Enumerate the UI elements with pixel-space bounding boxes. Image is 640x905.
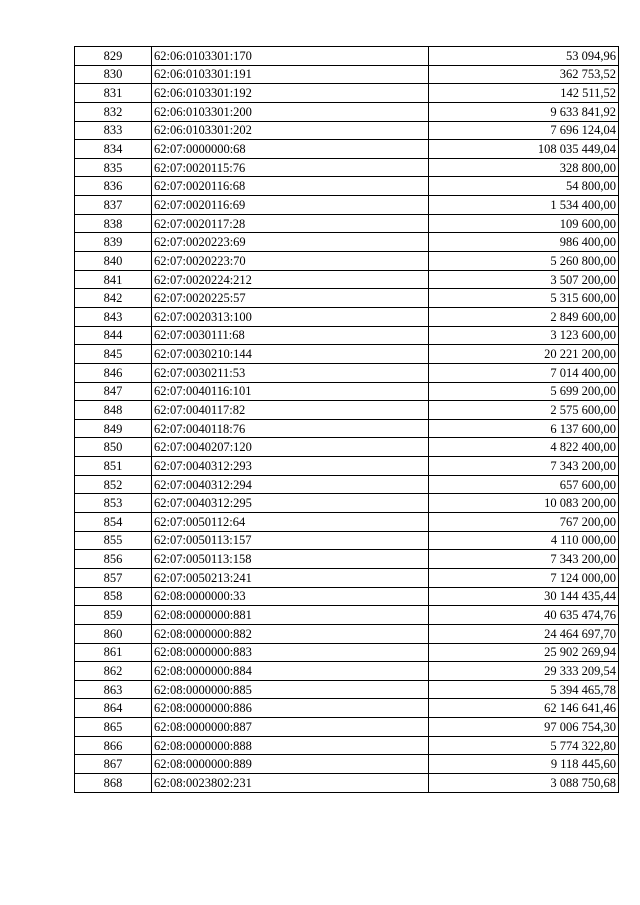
value-cell: 5 699 200,00 bbox=[429, 382, 619, 401]
table-row bbox=[75, 307, 619, 326]
value-cell: 2 849 600,00 bbox=[429, 307, 619, 326]
value-cell: 7 343 200,00 bbox=[429, 550, 619, 569]
table-row bbox=[75, 326, 619, 345]
value-cell: 20 221 200,00 bbox=[429, 345, 619, 364]
row-number-cell: 855 bbox=[75, 531, 152, 550]
table-row bbox=[75, 680, 619, 699]
row-number-cell: 867 bbox=[75, 755, 152, 774]
value-cell: 4 822 400,00 bbox=[429, 438, 619, 457]
table-row bbox=[75, 252, 619, 271]
row-number-cell: 863 bbox=[75, 680, 152, 699]
table-row bbox=[75, 345, 619, 364]
table-row bbox=[75, 177, 619, 196]
row-number-cell: 861 bbox=[75, 643, 152, 662]
cadastral-number-cell: 62:07:0040207:120 bbox=[152, 438, 429, 457]
value-cell: 142 511,52 bbox=[429, 84, 619, 103]
value-cell: 5 774 322,80 bbox=[429, 736, 619, 755]
table-row bbox=[75, 196, 619, 215]
cadastral-number-cell: 62:08:0000000:883 bbox=[152, 643, 429, 662]
table-row bbox=[75, 84, 619, 103]
value-cell: 62 146 641,46 bbox=[429, 699, 619, 718]
table-row bbox=[75, 289, 619, 308]
table-row bbox=[75, 662, 619, 681]
row-number-cell: 842 bbox=[75, 289, 152, 308]
cadastral-number-cell: 62:06:0103301:192 bbox=[152, 84, 429, 103]
table-row bbox=[75, 513, 619, 532]
row-number-cell: 862 bbox=[75, 662, 152, 681]
value-cell: 5 394 465,78 bbox=[429, 680, 619, 699]
row-number-cell: 865 bbox=[75, 718, 152, 737]
table-row bbox=[75, 401, 619, 420]
value-cell: 109 600,00 bbox=[429, 214, 619, 233]
row-number-cell: 841 bbox=[75, 270, 152, 289]
cadastral-number-cell: 62:06:0103301:200 bbox=[152, 102, 429, 121]
cadastral-number-cell: 62:07:0050112:64 bbox=[152, 513, 429, 532]
row-number-cell: 859 bbox=[75, 606, 152, 625]
cadastral-number-cell: 62:07:0050113:157 bbox=[152, 531, 429, 550]
value-cell: 5 260 800,00 bbox=[429, 252, 619, 271]
value-cell: 2 575 600,00 bbox=[429, 401, 619, 420]
table-row bbox=[75, 270, 619, 289]
value-cell: 97 006 754,30 bbox=[429, 718, 619, 737]
value-cell: 7 343 200,00 bbox=[429, 457, 619, 476]
row-number-cell: 853 bbox=[75, 494, 152, 513]
cadastral-number-cell: 62:07:0040117:82 bbox=[152, 401, 429, 420]
value-cell: 7 696 124,04 bbox=[429, 121, 619, 140]
table-row bbox=[75, 531, 619, 550]
value-cell: 3 123 600,00 bbox=[429, 326, 619, 345]
row-number-cell: 847 bbox=[75, 382, 152, 401]
cadastral-number-cell: 62:07:0020225:57 bbox=[152, 289, 429, 308]
cadastral-number-cell: 62:07:0040118:76 bbox=[152, 419, 429, 438]
row-number-cell: 848 bbox=[75, 401, 152, 420]
cadastral-number-cell: 62:08:0000000:888 bbox=[152, 736, 429, 755]
table-row bbox=[75, 773, 619, 792]
row-number-cell: 851 bbox=[75, 457, 152, 476]
value-cell: 5 315 600,00 bbox=[429, 289, 619, 308]
table-row bbox=[75, 587, 619, 606]
cadastral-number-cell: 62:08:0000000:882 bbox=[152, 624, 429, 643]
row-number-cell: 868 bbox=[75, 773, 152, 792]
value-cell: 657 600,00 bbox=[429, 475, 619, 494]
row-number-cell: 843 bbox=[75, 307, 152, 326]
cadastral-number-cell: 62:07:0020223:70 bbox=[152, 252, 429, 271]
row-number-cell: 832 bbox=[75, 102, 152, 121]
table-row bbox=[75, 438, 619, 457]
table-row bbox=[75, 121, 619, 140]
row-number-cell: 837 bbox=[75, 196, 152, 215]
value-cell: 986 400,00 bbox=[429, 233, 619, 252]
cadastral-number-cell: 62:07:0020117:28 bbox=[152, 214, 429, 233]
cadastral-number-cell: 62:07:0050213:241 bbox=[152, 568, 429, 587]
row-number-cell: 833 bbox=[75, 121, 152, 140]
table-row bbox=[75, 382, 619, 401]
value-cell: 7 014 400,00 bbox=[429, 363, 619, 382]
cadastral-number-cell: 62:08:0000000:884 bbox=[152, 662, 429, 681]
table-row bbox=[75, 736, 619, 755]
value-cell: 108 035 449,04 bbox=[429, 140, 619, 159]
table-row bbox=[75, 233, 619, 252]
cadastral-number-cell: 62:07:0020116:69 bbox=[152, 196, 429, 215]
value-cell: 4 110 000,00 bbox=[429, 531, 619, 550]
row-number-cell: 864 bbox=[75, 699, 152, 718]
table-row bbox=[75, 494, 619, 513]
row-number-cell: 858 bbox=[75, 587, 152, 606]
row-number-cell: 829 bbox=[75, 47, 152, 66]
table-row bbox=[75, 140, 619, 159]
value-cell: 3 507 200,00 bbox=[429, 270, 619, 289]
value-cell: 3 088 750,68 bbox=[429, 773, 619, 792]
cadastral-number-cell: 62:07:0050113:158 bbox=[152, 550, 429, 569]
table-row bbox=[75, 624, 619, 643]
row-number-cell: 854 bbox=[75, 513, 152, 532]
row-number-cell: 856 bbox=[75, 550, 152, 569]
row-number-cell: 852 bbox=[75, 475, 152, 494]
value-cell: 9 633 841,92 bbox=[429, 102, 619, 121]
value-cell: 25 902 269,94 bbox=[429, 643, 619, 662]
value-cell: 362 753,52 bbox=[429, 65, 619, 84]
row-number-cell: 850 bbox=[75, 438, 152, 457]
value-cell: 30 144 435,44 bbox=[429, 587, 619, 606]
table-row bbox=[75, 699, 619, 718]
table-row bbox=[75, 363, 619, 382]
cadastral-number-cell: 62:08:0000000:885 bbox=[152, 680, 429, 699]
cadastral-number-cell: 62:08:0000000:33 bbox=[152, 587, 429, 606]
cadastral-number-cell: 62:07:0020313:100 bbox=[152, 307, 429, 326]
cadastral-number-cell: 62:07:0040116:101 bbox=[152, 382, 429, 401]
table-row bbox=[75, 65, 619, 84]
cadastral-number-cell: 62:06:0103301:202 bbox=[152, 121, 429, 140]
cadastral-number-cell: 62:07:0040312:294 bbox=[152, 475, 429, 494]
table-body bbox=[75, 47, 619, 793]
table-row bbox=[75, 102, 619, 121]
row-number-cell: 857 bbox=[75, 568, 152, 587]
cadastral-number-cell: 62:07:0020223:69 bbox=[152, 233, 429, 252]
cadastral-number-cell: 62:07:0000000:68 bbox=[152, 140, 429, 159]
value-cell: 40 635 474,76 bbox=[429, 606, 619, 625]
row-number-cell: 834 bbox=[75, 140, 152, 159]
cadastral-number-cell: 62:07:0020115:76 bbox=[152, 158, 429, 177]
value-cell: 9 118 445,60 bbox=[429, 755, 619, 774]
table-row bbox=[75, 718, 619, 737]
table-row bbox=[75, 755, 619, 774]
value-cell: 6 137 600,00 bbox=[429, 419, 619, 438]
row-number-cell: 845 bbox=[75, 345, 152, 364]
cadastral-number-cell: 62:07:0020116:68 bbox=[152, 177, 429, 196]
value-cell: 7 124 000,00 bbox=[429, 568, 619, 587]
value-cell: 29 333 209,54 bbox=[429, 662, 619, 681]
row-number-cell: 860 bbox=[75, 624, 152, 643]
row-number-cell: 849 bbox=[75, 419, 152, 438]
cadastral-number-cell: 62:07:0040312:293 bbox=[152, 457, 429, 476]
cadastral-number-cell: 62:07:0040312:295 bbox=[152, 494, 429, 513]
table-row bbox=[75, 419, 619, 438]
value-cell: 53 094,96 bbox=[429, 47, 619, 66]
cadastral-number-cell: 62:07:0020224:212 bbox=[152, 270, 429, 289]
cadastral-number-cell: 62:07:0030211:53 bbox=[152, 363, 429, 382]
cadastral-number-cell: 62:07:0030210:144 bbox=[152, 345, 429, 364]
table-row bbox=[75, 457, 619, 476]
cadastral-value-table bbox=[74, 46, 619, 793]
row-number-cell: 866 bbox=[75, 736, 152, 755]
table-row bbox=[75, 475, 619, 494]
row-number-cell: 835 bbox=[75, 158, 152, 177]
row-number-cell: 831 bbox=[75, 84, 152, 103]
table-row bbox=[75, 214, 619, 233]
cadastral-number-cell: 62:08:0000000:887 bbox=[152, 718, 429, 737]
value-cell: 24 464 697,70 bbox=[429, 624, 619, 643]
table-row bbox=[75, 47, 619, 66]
table-row bbox=[75, 606, 619, 625]
cadastral-number-cell: 62:08:0000000:889 bbox=[152, 755, 429, 774]
cadastral-number-cell: 62:06:0103301:170 bbox=[152, 47, 429, 66]
value-cell: 328 800,00 bbox=[429, 158, 619, 177]
table-row bbox=[75, 158, 619, 177]
table-row bbox=[75, 568, 619, 587]
row-number-cell: 846 bbox=[75, 363, 152, 382]
value-cell: 10 083 200,00 bbox=[429, 494, 619, 513]
row-number-cell: 839 bbox=[75, 233, 152, 252]
cadastral-number-cell: 62:07:0030111:68 bbox=[152, 326, 429, 345]
value-cell: 1 534 400,00 bbox=[429, 196, 619, 215]
row-number-cell: 840 bbox=[75, 252, 152, 271]
value-cell: 767 200,00 bbox=[429, 513, 619, 532]
table-row bbox=[75, 550, 619, 569]
row-number-cell: 830 bbox=[75, 65, 152, 84]
value-cell: 54 800,00 bbox=[429, 177, 619, 196]
row-number-cell: 838 bbox=[75, 214, 152, 233]
table-row bbox=[75, 643, 619, 662]
row-number-cell: 836 bbox=[75, 177, 152, 196]
cadastral-number-cell: 62:08:0023802:231 bbox=[152, 773, 429, 792]
cadastral-number-cell: 62:08:0000000:881 bbox=[152, 606, 429, 625]
row-number-cell: 844 bbox=[75, 326, 152, 345]
cadastral-number-cell: 62:08:0000000:886 bbox=[152, 699, 429, 718]
cadastral-number-cell: 62:06:0103301:191 bbox=[152, 65, 429, 84]
